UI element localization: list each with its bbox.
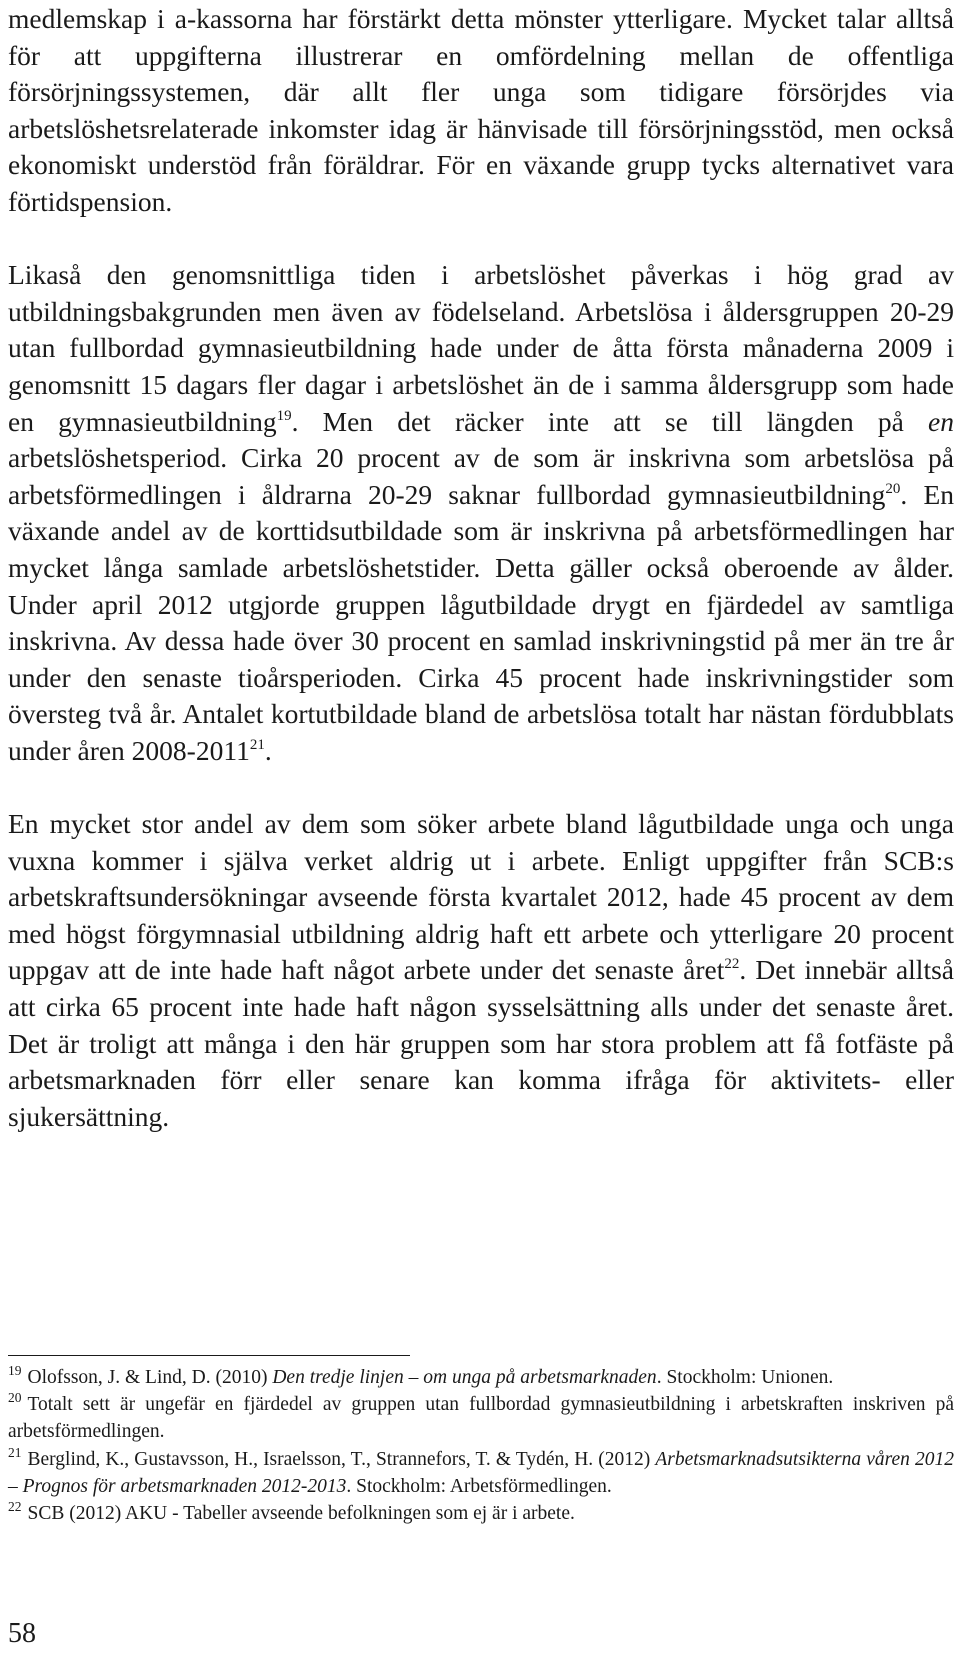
footnote-number: 21 [8,1444,22,1460]
footnote-reference: 20 [885,480,901,497]
footnote [8,1500,954,1527]
footnote-text [28,1503,575,1524]
text-run: . [264,734,272,766]
italic-text: Den tredje linjen – om unga på arbetsmarknaden [272,1367,657,1388]
footnote [8,1446,954,1500]
text-run: Berglind, K., Gustavsson, H., Israelsson, T., Strannefors, T. & Tydén, H. (2012) [27,1448,656,1470]
body-text [8,1,954,1135]
text-run: Totalt sett är ungefär en fjärdedel av gruppen utan fullbordad gymnasieutbildning i arbetskraften inskriven på arbetsförmedlingen. [8,1394,954,1443]
paragraph [8,1,954,221]
text-run: . Men det räcker inte att se till längden på [291,405,929,437]
footnotes [8,1364,954,1527]
footnote-number: 20 [8,1390,22,1406]
footnote-number: 19 [8,1363,22,1378]
paragraph [8,257,954,769]
text-run: Olofsson, J. & Lind, D. (2010) [27,1367,273,1388]
italic-text: en [928,405,955,437]
footnote [8,1364,954,1391]
footnote-number: 22 [8,1499,22,1515]
footnote [8,1391,954,1445]
text-run: . Det innebär alltså att cirka 65 procent inte hade haft någon sysselsättning alls under det senaste året. Det är troligt att många i den här gruppen som har stora problem att få fotfäste på arbetsmarknaden förr eller senare kan komma ifråga för aktivitets- eller sjukersättning. [8,954,954,1132]
text-run: . Stockholm: Arbetsförmedlingen. [346,1475,612,1497]
text-run: En mycket stor andel av dem som söker arbete bland lågutbildade unga och unga vuxna kommer i själva verket aldrig ut i arbete. Enligt uppgifter från SCB:s arbetskraftsundersökningar avseende första kvartalet 2012, hade 45 procent av dem med högst förgymnasial utbildning aldrig haft ett arbete och ytterligare 20 procent uppgav att de inte hade haft något arbete under det senaste året [8,808,954,986]
footnote-text [8,1449,954,1497]
footnote-text [28,1367,834,1388]
text-run: . En växande andel av de korttidsutbildade som är inskrivna på arbetsförmedlingen har mycket långa samlade arbetslöshetstider. Detta gäller också oberoende av ålder. Under april 2012 utgjorde gruppen lågutbildade drygt en fjärdedel av samtliga inskrivna. Av dessa hade över 30 procent en samlad inskrivningstid på mer än tre år under den senaste tioårsperioden. Cirka 45 procent hade inskrivningstider som översteg två år. Antalet kortutbildade bland de arbetslösa totalt har nästan fördubblats under åren 2008-2011 [8,478,954,766]
footnote-reference: 19 [276,407,292,424]
text-run: . Stockholm: Unionen. [656,1367,834,1388]
text-run: medlemskap i a-kassorna har förstärkt detta mönster ytterligare. Mycket talar alltså för att uppgifterna illustrerar en omfördelning mellan de offentliga försörjningssystemen, där allt fler unga som tidigare försörjdes via arbetslöshetsrelaterade inkomster idag är hänvisade till försörjningsstöd, men också ekonomiskt understöd från föräldrar. För en växande grupp tycks alternativet vara förtidspension. [8,3,954,217]
text-run: SCB (2012) AKU - Tabeller avseende befolkningen som ej är i arbete. [27,1503,575,1525]
footnote-text [8,1394,954,1442]
paragraph [8,806,954,1135]
italic-text: Arbetsmarknadsutsikterna våren 2012 – Prognos för arbetsmarknaden 2012-2013 [8,1448,954,1497]
page-number: 58 [8,1618,36,1649]
footnote-divider [8,1355,410,1356]
footnote-reference: 22 [724,956,740,973]
footnote-reference: 21 [249,736,265,753]
text-run: arbetslöshetsperiod. Cirka 20 procent av de som är inskrivna som arbetslösa på arbetsförmedlingen i åldrarna 20-29 saknar fullbordad gymnasieutbildning [8,442,954,510]
text-run: Likaså den genomsnittliga tiden i arbetslöshet påverkas i hög grad av utbildningsbakgrunden men även av födelseland. Arbetslösa i åldersgruppen 20-29 utan fullbordad gymnasieutbildning hade under de åtta första månaderna 2009 i genomsnitt 15 dagars fler dagar i arbetslöshet än de i samma åldersgrupp som hade en gymnasieutbildning [8,259,954,437]
